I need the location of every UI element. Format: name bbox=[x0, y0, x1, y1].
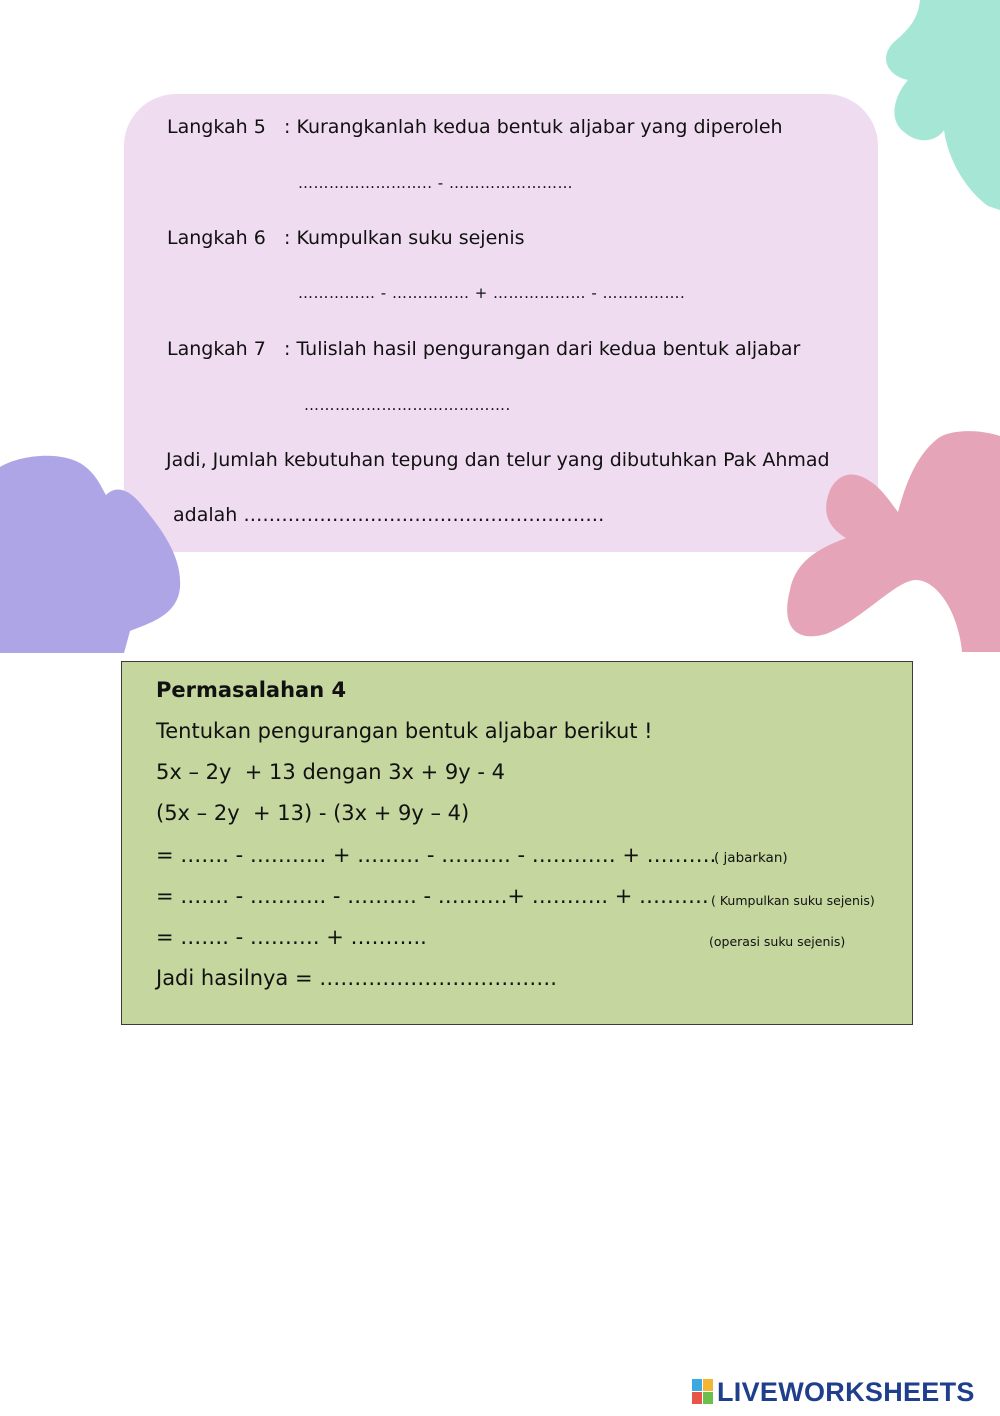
step6-text: : Kumpulkan suku sejenis bbox=[284, 227, 525, 249]
step7-label: Langkah 7 bbox=[167, 338, 266, 360]
purple-blob-decoration bbox=[0, 455, 190, 655]
combine-row[interactable]: = ……. - ………. + ……….. bbox=[156, 925, 427, 949]
step7-text: : Tulislah hasil pengurangan dari kedua bentuk aljabar bbox=[284, 338, 801, 360]
liveworksheets-logo-icon bbox=[692, 1379, 714, 1405]
problem-title: Permasalahan 4 bbox=[156, 678, 347, 702]
expand-row[interactable]: = ……. - ……….. + ……… - ………. - ………… + ………. bbox=[156, 843, 717, 867]
combine-row-note: (operasi suku sejenis) bbox=[709, 934, 846, 949]
step7-blank[interactable]: …………………………………. bbox=[304, 396, 511, 414]
group-row-note: ( Kumpulkan suku sejenis) bbox=[711, 893, 875, 908]
step5-label: Langkah 5 bbox=[167, 116, 266, 138]
step5-blank[interactable]: …………………….. - …………………… bbox=[298, 174, 573, 192]
conclusion-line1: Jadi, Jumlah kebutuhan tepung dan telur yang dibutuhkan Pak Ahmad bbox=[166, 449, 830, 471]
conclusion-line2[interactable]: adalah ………………………………………………… bbox=[173, 504, 605, 526]
result-row[interactable]: Jadi hasilnya = ……………………………. bbox=[156, 966, 557, 990]
expand-row-note: ( jabarkan) bbox=[714, 850, 788, 866]
step6-label: Langkah 6 bbox=[167, 227, 266, 249]
liveworksheets-logo[interactable] bbox=[692, 1376, 975, 1408]
problem-expression: 5x – 2y + 13 dengan 3x + 9y - 4 bbox=[156, 760, 506, 784]
step6-blank[interactable]: …………… - …………… + ……………… - ……………. bbox=[298, 284, 686, 302]
step5-text: : Kurangkanlah kedua bentuk aljabar yang diperoleh bbox=[284, 116, 783, 138]
steps-panel bbox=[124, 94, 878, 552]
problem-instruction: Tentukan pengurangan bentuk aljabar berikut ! bbox=[156, 719, 653, 743]
problem-setup: (5x – 2y + 13) - (3x + 9y – 4) bbox=[156, 801, 470, 825]
liveworksheets-logo-text: LIVEWORKSHEETS bbox=[717, 1376, 975, 1407]
mint-flower-decoration bbox=[880, 0, 1000, 210]
group-row[interactable]: = ……. - ……….. - ………. - ……….+ ……….. + ………. bbox=[156, 884, 709, 908]
